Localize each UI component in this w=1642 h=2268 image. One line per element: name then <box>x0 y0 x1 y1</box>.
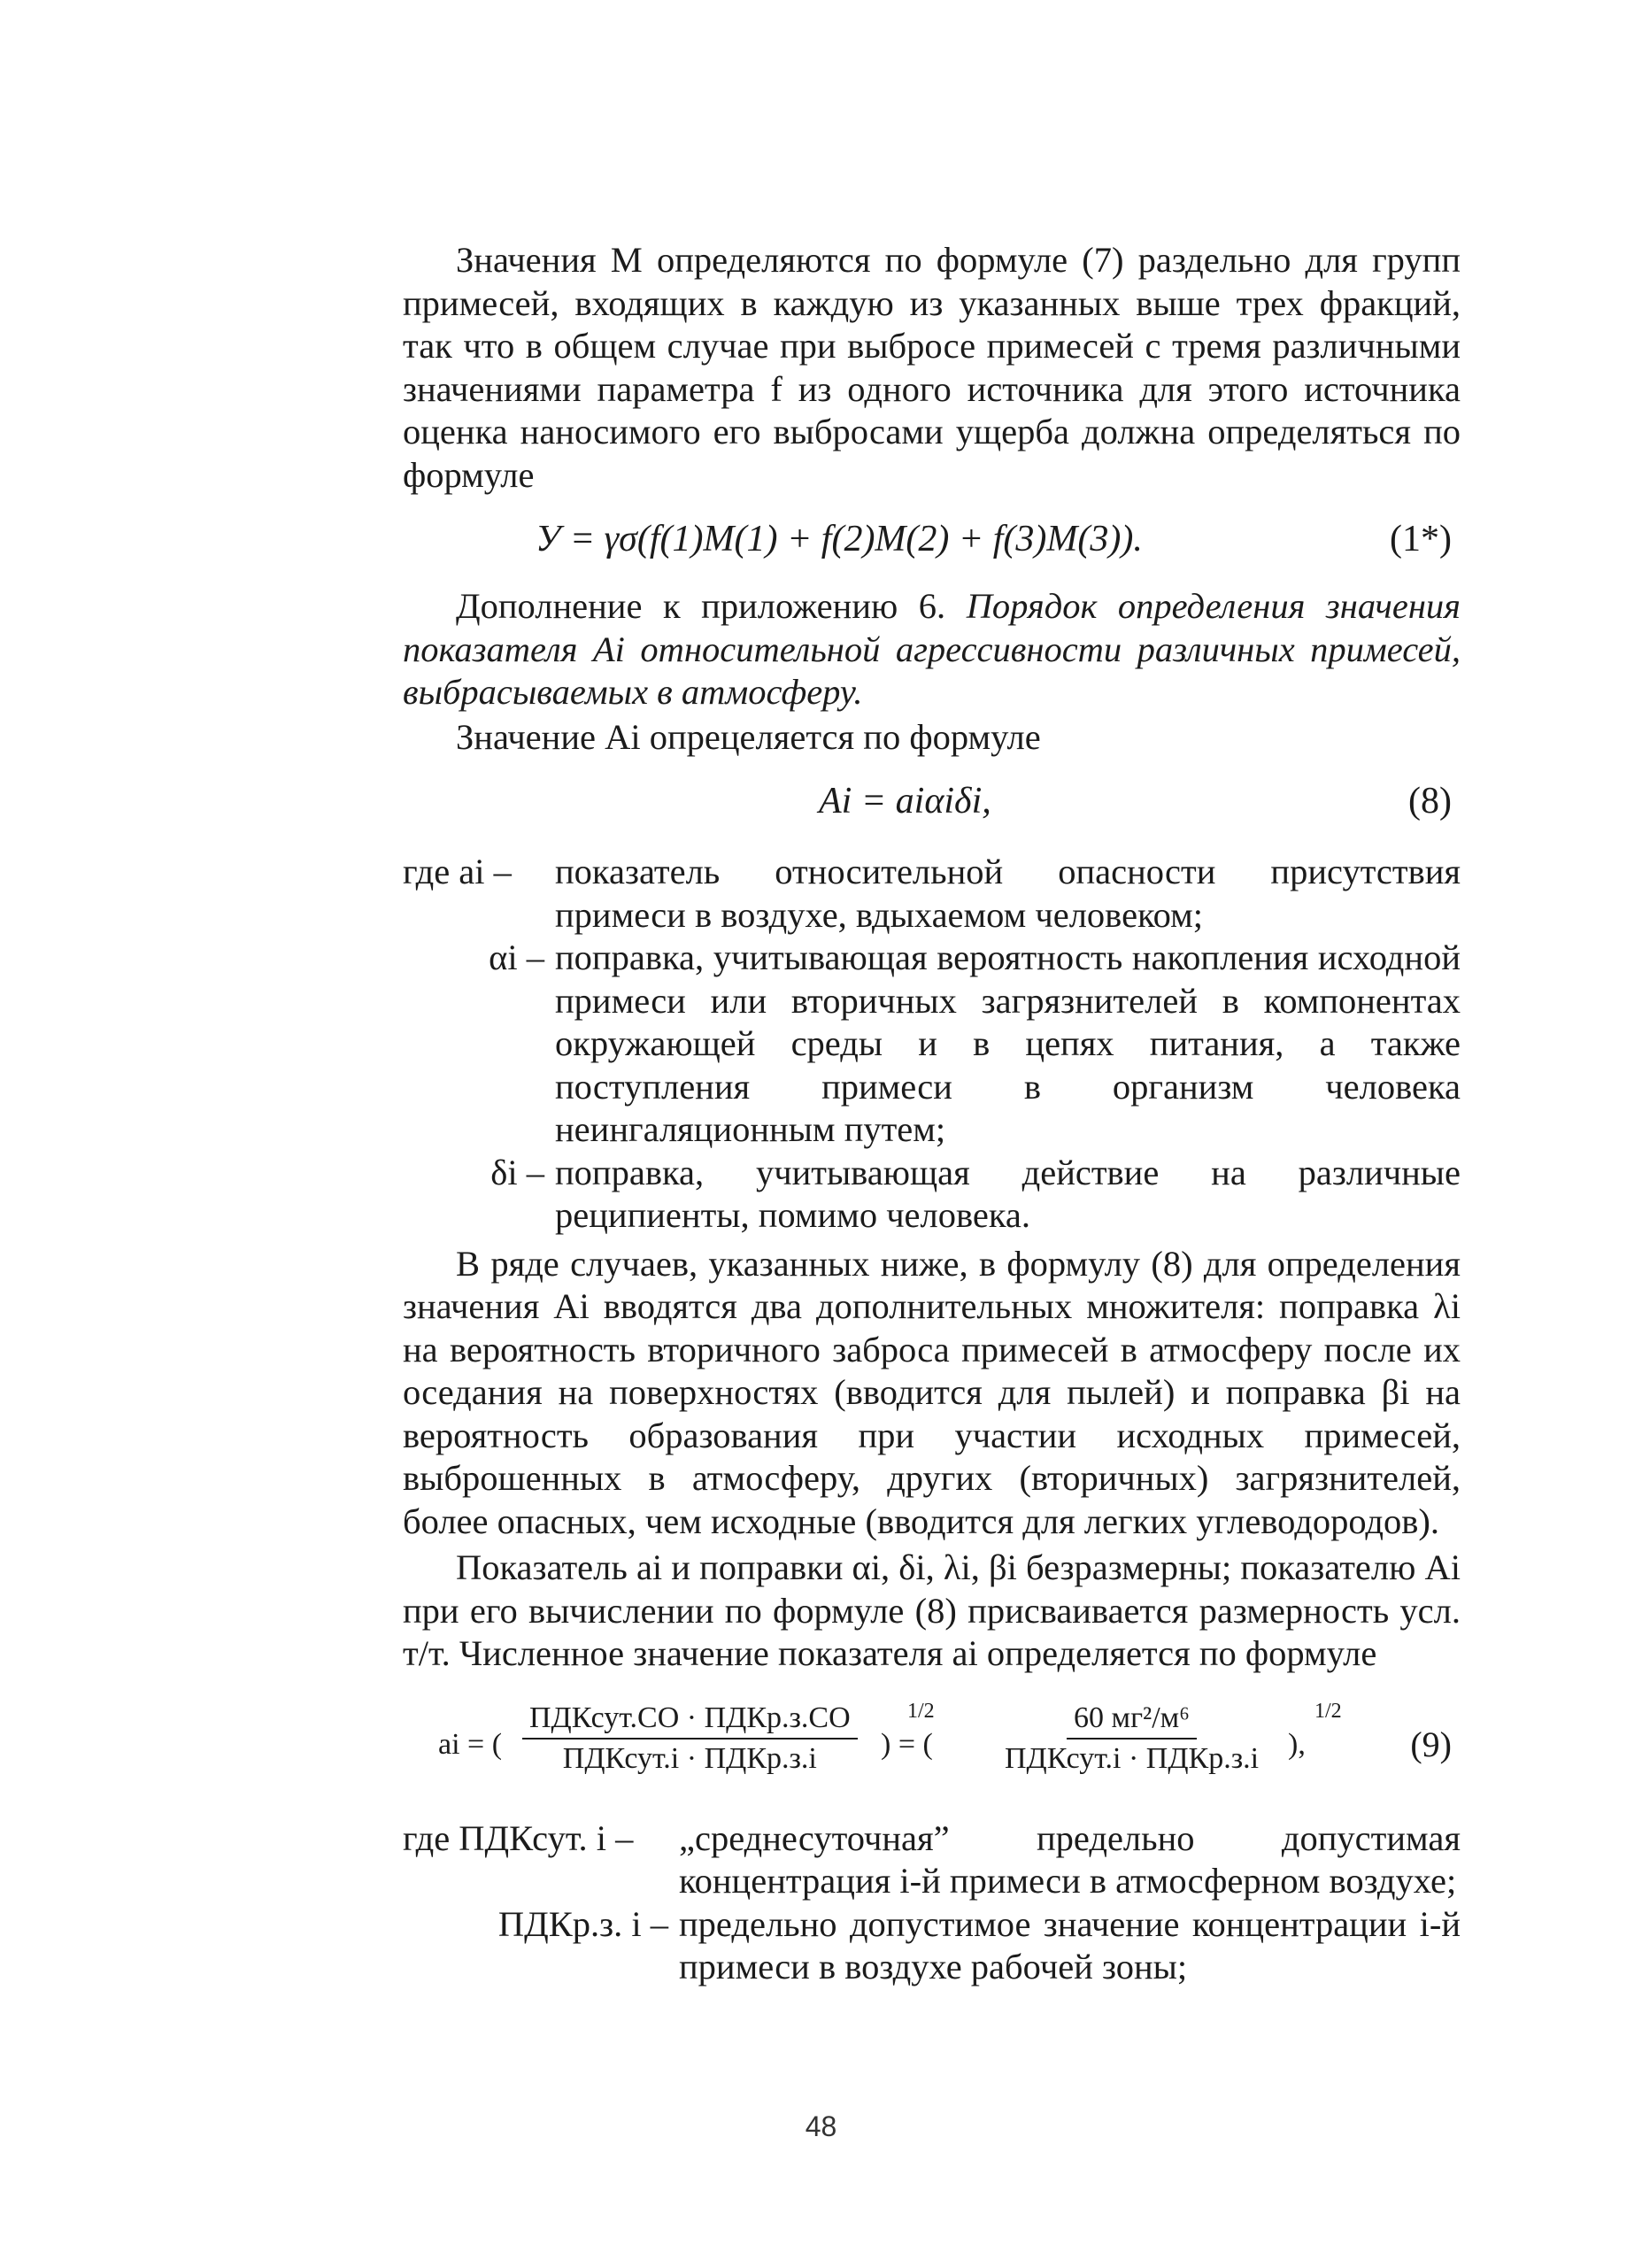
formula-1-star <box>403 497 1461 585</box>
formula-number: (1*) <box>1390 519 1452 559</box>
definition-text: поправка, учитывающая вероятность накопления исходной примеси или вторичных загрязнителей в компонентах окружающей среды и в цепях питания, а также поступления примеси в организм человека неингаляционным путем; <box>555 937 1461 1149</box>
definition-item <box>403 937 1461 1152</box>
definition-item <box>403 851 1461 937</box>
fraction-numerator: ПДКсут.СО · ПДКр.з.СО <box>522 1699 858 1740</box>
definitions-list-2 <box>403 1817 1461 1989</box>
paragraph-dimensionless: Показатель ai и поправки αi, δi, λi, βi безразмерны; показателю Ai при его вычислении по формуле (8) присваивается размерность усл. т/т. Численное значение показателя ai определяется по формуле <box>403 1547 1461 1673</box>
definition-term: ПДКр.з. i – <box>497 1903 668 1944</box>
document-page <box>403 239 1461 1989</box>
definition-text: „среднесуточная” предельно допустимая концентрация i-й примеси в атмосферном воздухе; <box>679 1817 1461 1901</box>
definition-term: δi – <box>490 1152 544 1192</box>
definitions-list-1 <box>403 851 1461 1238</box>
addendum-title: Порядок определения значения показателя Ai относительной агрессивности различных примесей, выбрасываемых в атмосферу. <box>403 586 1461 712</box>
fraction-denominator: ПДКсут.i · ПДКр.з.i <box>562 1741 817 1775</box>
paragraph-intro: Значения M определяются по формуле (7) раздельно для групп примесей, входящих в каждую из указанных выше трех фракций, так что в общем случае при выбросе примесей с тремя различными значениями параметра f из одного источника для этого источника оценка наносимого его выбросами ущерба должна определяться по формуле <box>403 240 1461 495</box>
addendum-lead: Дополнение к приложению 6. <box>456 586 946 626</box>
definition-text: показатель относительной опасности присутствия примеси в воздухе, вдыхаемом человеком; <box>555 852 1461 935</box>
fraction-denominator: ПДКсут.i · ПДКр.з.i <box>1005 1741 1260 1775</box>
addendum-heading <box>403 585 1461 714</box>
definition-term: где ПДКсут. i – <box>403 1817 634 1858</box>
definition-text: поправка, учитывающая действие на различные реципиенты, помимо человека. <box>555 1152 1461 1235</box>
formula-expression: Ai = aiαiδi, <box>819 781 991 822</box>
exponent: 1/2 <box>907 1699 935 1723</box>
paragraph-additional-factors: В ряде случаев, указанных ниже, в формулу (8) для определения значения Ai вводятся два дополнительных множителя: поправка λi на вероятность вторичного заброса примесей в атмосферу после их оседания на поверхностях (вводится для пылей) и поправка βi на вероятность образования при участии исходных примесей, выброшенных в атмосферу, других (вторичных) загрязнителей, более опасных, чем исходные (вводится для легких углеводородов). <box>403 1243 1461 1541</box>
formula-number: (9) <box>1410 1724 1452 1764</box>
fraction-1 <box>522 1699 858 1778</box>
definition-item <box>403 1903 1461 1989</box>
formula-8 <box>403 759 1461 847</box>
formula-end: ), <box>1288 1727 1306 1761</box>
definition-item <box>403 1817 1461 1903</box>
formula-expression: У = γσ(f(1)M(1) + f(2)M(2) + f(3)M(3)). <box>536 519 1143 559</box>
formula-number: (8) <box>1408 781 1452 822</box>
exponent: 1/2 <box>1314 1699 1342 1723</box>
fraction-2 <box>1005 1699 1259 1778</box>
fraction-numerator: 60 мг²/м⁶ <box>1067 1699 1197 1740</box>
definition-text: предельно допустимое значение концентрации i-й примеси в воздухе рабочей зоны; <box>679 1903 1461 1986</box>
definition-item <box>403 1152 1461 1238</box>
formula-9 <box>403 1681 1461 1814</box>
formula-mid: ) = ( <box>881 1727 933 1761</box>
definition-term: где ai – <box>403 852 512 891</box>
definition-term: αi – <box>489 937 544 977</box>
paragraph-ai-intro: Значение Ai опрецеляется по формуле <box>456 716 1041 757</box>
formula-lhs: ai = ( <box>438 1727 503 1761</box>
page-number: 48 <box>805 2110 837 2142</box>
